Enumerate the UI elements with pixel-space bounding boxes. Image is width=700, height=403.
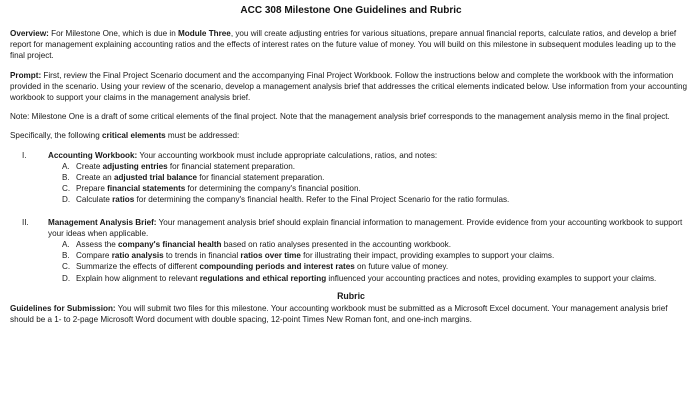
item-text: Explain how alignment to relevant xyxy=(76,273,200,283)
item-bold: financial statements xyxy=(107,184,186,194)
item-text: for financial statement preparation. xyxy=(167,161,296,171)
specifically-text-2: must be addressed: xyxy=(165,131,240,141)
roman-marker: II. xyxy=(22,217,29,227)
alpha-marker: A. xyxy=(62,240,70,250)
item-text: to trends in financial xyxy=(163,251,241,261)
alpha-marker: C. xyxy=(62,184,71,194)
note-paragraph: Note: Milestone One is a draft of some critical elements of the final project. Note that the management analysis brief corresponds to the management analysis memo in the final project. xyxy=(10,112,670,122)
prompt-text: First, review the Final Project Scenario document and the accompanying Final Project Workbook. Follow the instructions below and complete the workbook with the information provided in the scenario. Using your review of the scenario, develop a management analysis brief that addresses the critical elements indicated below. Use information from your accounting workbook to support your claims in the management analysis brief. xyxy=(10,70,687,103)
item-bold: ratios over time xyxy=(240,251,301,261)
element-intro xyxy=(48,217,692,239)
sub-item-list xyxy=(48,161,692,206)
item-bold: adjusted trial balance xyxy=(113,173,198,183)
list-item xyxy=(48,194,692,205)
list-item xyxy=(48,172,692,183)
alpha-marker: A. xyxy=(62,161,70,171)
item-text: for illustrating their impact, providing examples to support your claims. xyxy=(300,251,555,261)
overview-paragraph xyxy=(10,28,692,62)
specifically-paragraph xyxy=(10,130,692,141)
document-title: ACC 308 Milestone One Guidelines and Rubric xyxy=(240,5,462,16)
item-text: Create xyxy=(76,161,103,171)
item-text: Create an xyxy=(76,173,114,183)
critical-element-management-analysis-brief xyxy=(10,217,692,284)
overview-label: Overview: xyxy=(10,29,49,38)
item-bold: ratio analysis xyxy=(111,251,164,261)
item-text: Summarize the effects of different xyxy=(76,262,200,272)
overview-text-2: , you will create adjusting entries for various situations, prepare annual financial reports, calculate ratios, and develop a brief report for management explaining accounting ratios and the effects of interest rates on the future value of money. You will build on this milestone in subsequent modules leading up to the final project. xyxy=(10,29,677,61)
item-text: for financial statement preparation. xyxy=(197,173,325,183)
prompt-paragraph xyxy=(10,70,692,104)
overview-text-1: For Milestone One, which is due in xyxy=(48,29,178,38)
element-label: Accounting Workbook: xyxy=(48,150,138,160)
item-text: Compare xyxy=(76,251,112,261)
item-text: for determining the company's financial position. xyxy=(185,184,361,194)
element-text: Your accounting workbook must include appropriate calculations, ratios, and notes: xyxy=(137,150,438,160)
item-bold: regulations and ethical reporting xyxy=(199,273,327,283)
item-text: for determining the company's financial health. Refer to the Final Project Scenario for the ratio formulas. xyxy=(134,195,510,205)
item-text: influenced your accounting practices and notes, providing examples to support your claims. xyxy=(326,273,657,283)
list-item xyxy=(48,183,692,194)
item-bold: adjusting entries xyxy=(102,161,168,171)
element-text: Your management analysis brief should explain financial information to management. Provide evidence from your accounting workbook to support your ideas when applicable. xyxy=(48,217,683,238)
critical-element-accounting-workbook xyxy=(10,150,692,206)
item-text: Prepare xyxy=(76,184,108,194)
rubric-heading: Rubric xyxy=(337,290,365,301)
overview-module: Module Three xyxy=(178,29,231,38)
prompt-label: Prompt: xyxy=(10,70,42,80)
item-text: based on ratio analyses presented in the accounting workbook. xyxy=(221,240,451,250)
item-bold: compounding periods and interest rates xyxy=(199,262,355,272)
alpha-marker: B. xyxy=(62,173,70,183)
critical-elements-list xyxy=(10,150,692,284)
element-label: Management Analysis Brief: xyxy=(48,217,157,227)
roman-marker: I. xyxy=(22,150,27,160)
item-bold: ratios xyxy=(112,195,135,205)
item-text: on future value of money. xyxy=(354,262,449,272)
list-item xyxy=(48,250,692,261)
alpha-marker: D. xyxy=(62,273,71,283)
list-item xyxy=(48,261,692,272)
guidelines-paragraph xyxy=(10,303,692,325)
alpha-marker: B. xyxy=(62,251,70,261)
item-text: Calculate xyxy=(76,195,113,205)
guidelines-label: Guidelines for Submission: xyxy=(10,304,116,314)
list-item xyxy=(48,161,692,172)
sub-item-list xyxy=(48,239,692,284)
alpha-marker: D. xyxy=(62,195,71,205)
guidelines-text: You will submit two files for this milestone. Your accounting workbook must be submitted as a Microsoft Excel document. Your management analysis brief should be a 1- to 2-page Microsoft Word document with double spacing, 12-point Times New Roman font, and one-inch margins. xyxy=(10,304,668,325)
alpha-marker: C. xyxy=(62,262,71,272)
list-item xyxy=(48,273,692,284)
specifically-bold: critical elements xyxy=(101,131,166,141)
specifically-text-1: Specifically, the following xyxy=(10,131,102,141)
list-item xyxy=(48,239,692,250)
item-text: Assess the xyxy=(76,240,118,250)
item-bold: company's financial health xyxy=(118,240,222,250)
element-intro xyxy=(48,150,692,161)
